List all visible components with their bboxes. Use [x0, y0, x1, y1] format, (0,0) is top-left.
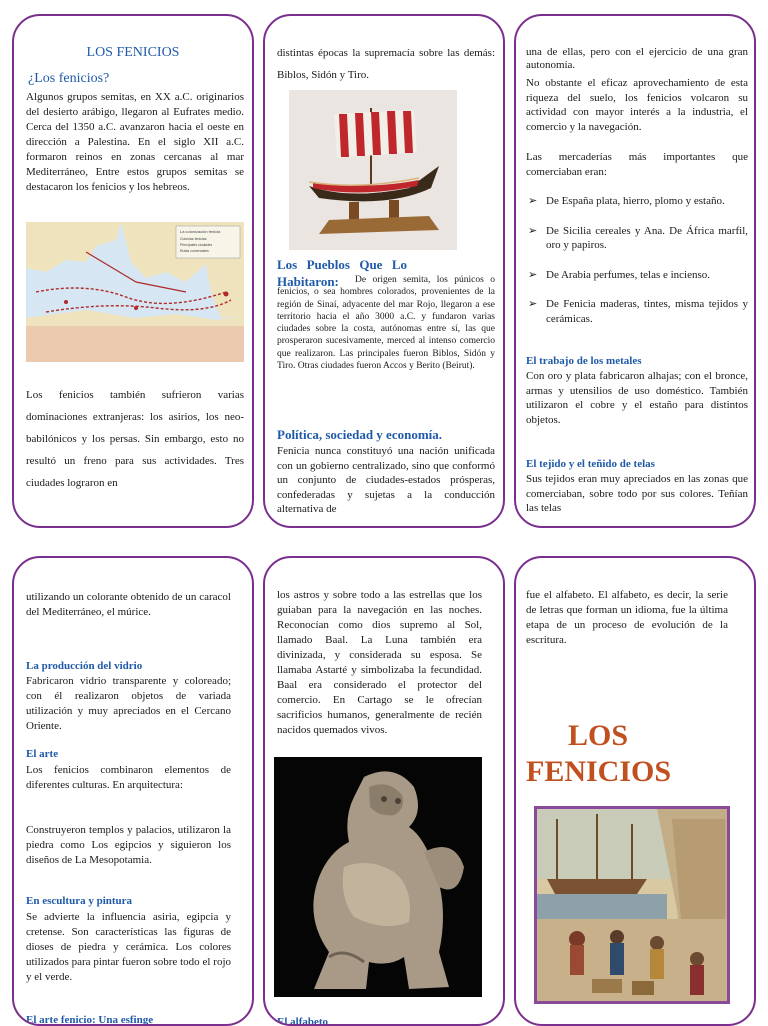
list-item [526, 194, 748, 209]
arrow-bullet-icon: ➢ [528, 268, 538, 281]
alfabeto-paragraph: fue el alfabeto. El alfabeto, es decir, la serie de letras que forman un idioma, fue la última etapa de un proceso de evolución de la escritura. [526, 589, 728, 646]
list-item-text: De Sicilia cereales y Ana. De África marfil, oro y papiros. [546, 224, 748, 251]
map-legend-item: Principales ciudades [180, 243, 213, 247]
continued-paragraph: utilizando un colorante obtenido de un caracol del Mediterráneo, el múrice. [26, 591, 231, 618]
panel-1 [12, 14, 254, 528]
panel-4 [12, 556, 254, 1026]
sphinx-image [274, 757, 482, 997]
map-legend-title: La colonización fenicia [180, 229, 221, 234]
harbor-painting-image [534, 806, 730, 1004]
panel-3 [514, 14, 756, 528]
industria-paragraph: No obstante el eficaz aprovechamiento de esta riqueza del suelo, los fenicios volcaron su actividad con mayor interés a la industria, el comercio y la navegación. [526, 77, 748, 133]
list-item [526, 224, 748, 253]
list-item-text: De España plata, hierro, plomo y estaño. [546, 195, 725, 207]
religion-paragraph: los astros y sobre todo a las estrellas que los guiaban para la navegación en las noches. Reconocían como dios supremo al Sol, llamado Baal. La Luna también era divinizada, y considerada su esposa. Se llamaba Astarté y simbolizaba la fecundidad. Baal era considerado el protector del comercio. En Cartago se le ofrecían sacrificios humanos, generalmente de recién nacidos quemados vivos. [277, 589, 482, 736]
map-legend-item: Rutas comerciales [180, 249, 209, 253]
panel-6 [514, 556, 756, 1026]
map-legend-item: Colonias fenicias [180, 237, 207, 241]
page-title: LOS FENICIOS [86, 45, 180, 60]
politica-paragraph: Fenicia nunca constituyó una nación unificada con un gobierno centralizado, sino que conformó un conjunto de ciudades-estados prósperas, confederadas y sujetas a la conducción alternativa de [277, 445, 495, 515]
panel-2 [263, 14, 505, 528]
section-heading: El trabajo de los metales [526, 355, 642, 367]
continued-paragraph: distintas épocas la supremacía sobre las demás: Biblos, Sidón y Tiro. [277, 47, 495, 81]
list-item [526, 297, 748, 326]
ship-drawing [289, 90, 457, 250]
escultura-paragraph: Se advierte la influencia asiria, egipcia y cretense. Son características las figuras de dioses de piedra y cerámica. Los colores utilizados para pintar fueron sobre todo el rojo y el verde. [26, 911, 231, 983]
intro-paragraph: Algunos grupos semitas, en XX a.C. originarios del desierto arábigo, llegaron al Eufrates medio. Cerca del 1350 a.C. avanzaron hacia el oeste en dirección a Palestina. En el siglo XII a.C. formaron reinos en zonas cercanas al mar Mediterráneo, Entre estos grupos semitas se destacaron los fenicios y los hebreos. [26, 91, 244, 193]
section-heading: La producción del vidrio [26, 660, 143, 672]
pueblos-paragraph: De origen semita, los púnicos o fenicios, o sea hombres colorados, provenientes de la región de Sinaí, adyacente del mar Rojo, llegaron a ese territorio hacia el año 3000 a.C. y fundaron varias ciudades sobre la costa, autónomas entre sí, las que prosperaron sucesivamente, merced al intenso comercio que realizaron. Las principales fueron Biblos, Sidón y Tiro. Otras ciudades fueron Accos y Berito (Beirut). [277, 275, 495, 372]
section-heading: El tejido y el teñido de telas [526, 458, 655, 470]
section-heading: El alfabeto [277, 1016, 329, 1026]
tejido-paragraph: Sus tejidos eran muy apreciados en las zonas que comerciaban, sobre todo por sus colores. Teñían las telas [526, 473, 748, 514]
panel-5 [263, 556, 505, 1026]
list-item-text: De Arabia perfumes, telas e incienso. [546, 268, 711, 281]
section-heading: En escultura y pintura [26, 895, 133, 907]
vidrio-paragraph: Fabricaron vidrio transparente y coloreado; con él realizaron objetos de variada utilización y muy apreciados en el Cercano Oriente. [26, 675, 231, 732]
sphinx-drawing [274, 757, 482, 997]
continued-paragraph: una de ellas, pero con el ejercicio de una gran autonomía. [526, 46, 748, 71]
mercaderias-intro: Las mercaderías más importantes que comerciaban eran: [526, 151, 748, 178]
list-item-text: De Fenicia maderas, tintes, misma tejidos y cerámicas. [546, 298, 748, 325]
cover-title-line-1: LOS [568, 719, 629, 752]
section-heading: El arte [26, 748, 59, 760]
section-heading: Los Pueblos Que Lo Habitaron: [277, 257, 407, 289]
map-image [26, 222, 244, 362]
harbor-drawing [537, 809, 727, 1001]
mercaderias-list [526, 194, 748, 341]
arrow-bullet-icon: ➢ [528, 224, 538, 237]
section-heading: ¿Los fenicios? [28, 71, 110, 86]
arrow-bullet-icon: ➢ [528, 298, 538, 310]
arte-paragraph: Los fenicios combinaron elementos de diferentes culturas. En arquitectura: [26, 764, 231, 791]
arrow-bullet-icon: ➢ [528, 195, 538, 207]
section-heading: El arte fenicio: Una esfinge [26, 1014, 154, 1026]
section-heading: Política, sociedad y economía. [277, 427, 443, 442]
ship-model-image [289, 90, 457, 250]
cover-title-line-2: FENICIOS [526, 755, 672, 788]
arquitectura-paragraph: Construyeron templos y palacios, utilizaron la piedra como Los egipcios y siguieron los diseños de La Mesopotamia. [26, 824, 231, 866]
body-paragraph: Los fenicios también sufrieron varias dominaciones extranjeras: los asirios, los neo-babilónicos y los persas. Sin embargo, esto no resultó un freno para sus actividades. Tres ciudades lograron en [26, 389, 244, 489]
metales-paragraph: Con oro y plata fabricaron alhajas; con el bronce, armas y utensilios de uso doméstico. También utilizaron el cobre y el estaño para distintos objetos. [526, 370, 748, 426]
map-drawing [26, 222, 244, 362]
list-item [526, 268, 748, 283]
